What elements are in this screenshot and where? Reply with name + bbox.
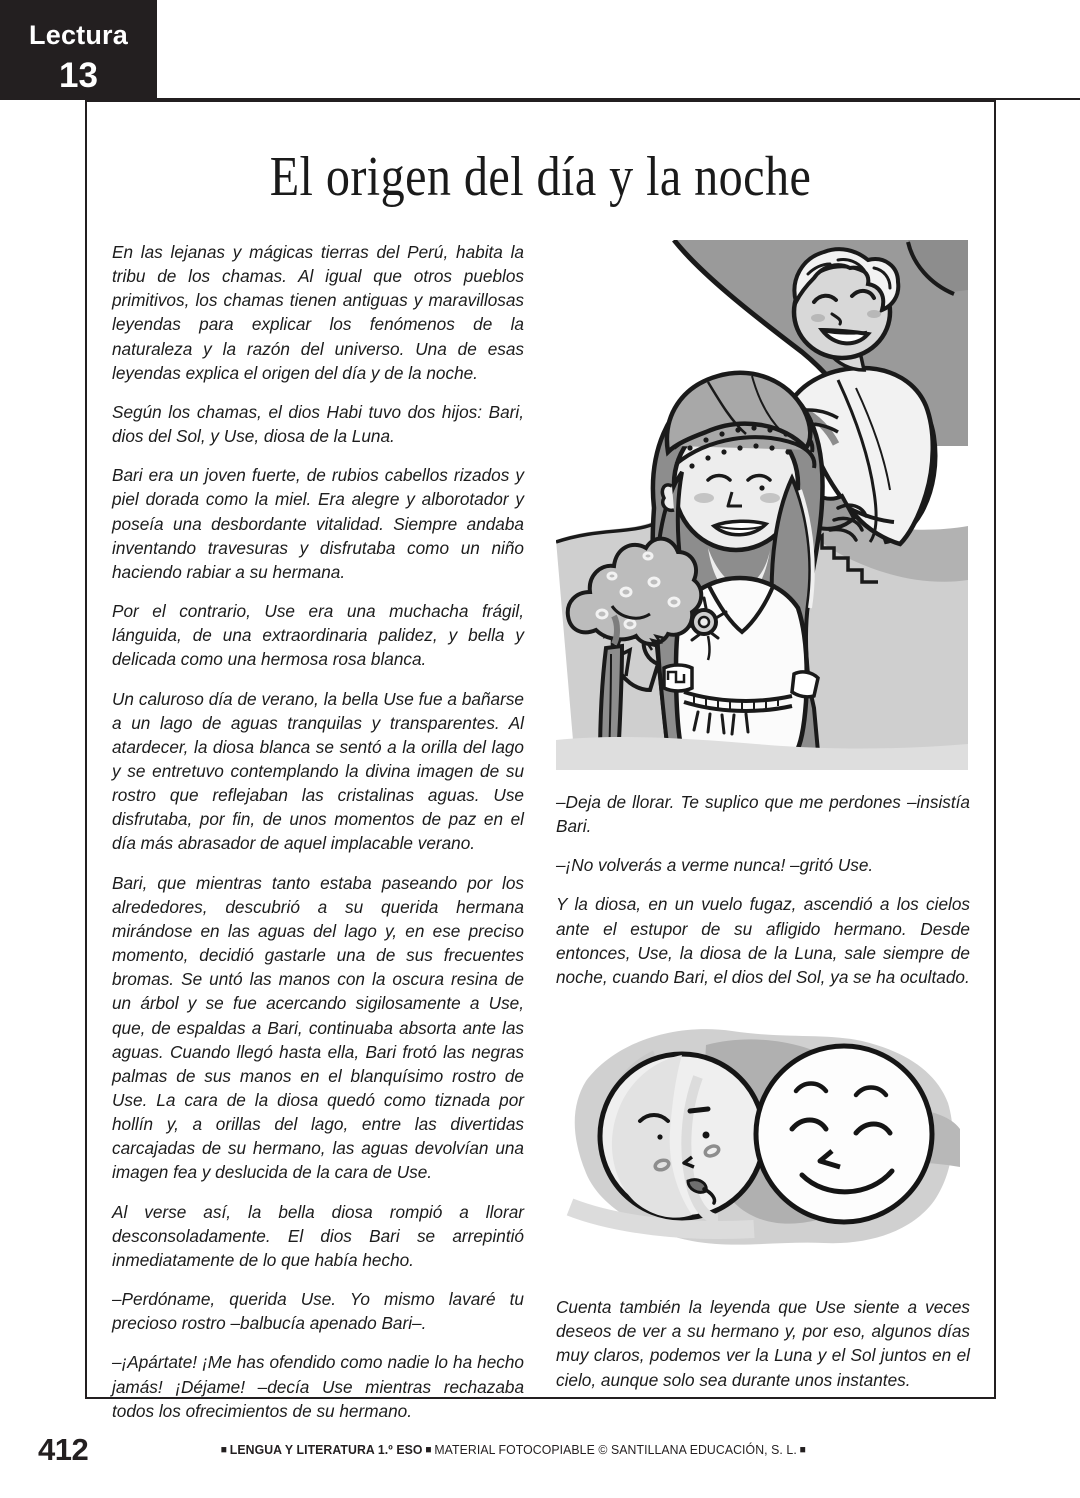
paragraph: Un caluroso día de verano, la bella Use fue a bañarse a un lago de aguas tranquilas y transparentes. Al atardecer, la diosa blanca se sentó a la orilla del lago y se entretuvo contemplando la divina imagen de su rostro que reflejaban las cristalinas aguas. Use disfrutaba, por fin, de unos momentos de paz en el día más abrasador de aquel implacable verano. bbox=[112, 688, 524, 854]
lecture-tab bbox=[0, 0, 157, 100]
paragraph: Bari, que mientras tanto estaba paseando por los alrededores, descubrió a su querida hermana mirándose en las aguas del lago y, en ese preciso momento, decidió gastarle una de sus frecuentes bromas. Se untó las manos con la oscura resina de un árbol y se fue acercando sigilosamente a Use, que, de espaldas a Bari, continuaba absorta ante las aguas. Cuando llegó hasta ella, Bari frotó las negras palmas de sus manos en el blanquísimo rostro de Use. La cara de la diosa quedó como tiznada por hollín y, a orillas del lago, entre las divertidas carcajadas de su hermano, las aguas devolvían una imagen fea y deslucida de la cara de Use. bbox=[112, 872, 524, 1183]
lecture-number: 13 bbox=[59, 56, 98, 95]
paragraph: Al verse así, la bella diosa rompió a llorar desconsoladamente. El dios Bari se arrepintió inmediatamente de lo que había hecho. bbox=[112, 1201, 524, 1270]
paragraph: Según los chamas, el dios Habi tuvo dos hijos: Bari, dios del Sol, y Use, diosa de la Luna. bbox=[112, 401, 524, 447]
right-column bbox=[542, 240, 994, 1423]
bullet-icon: ■ bbox=[220, 1444, 227, 1456]
paragraph: –¡Apártate! ¡Me has ofendido como nadie lo ha hecho jamás! ¡Déjame! –decía Use mientras rechazaba todos los ofrecimientos de su hermano. bbox=[112, 1352, 524, 1421]
illustration-caption: Cuenta también la leyenda que Use siente a veces deseos de ver a su hermano y, por eso, algunos días muy claros, podemos ver la Luna y el Sol juntos en el cielo, aunque solo sea durante unos instantes. bbox=[556, 1297, 970, 1390]
paragraph: Por el contrario, Use era una muchacha frágil, lánguida, de una extraordinaria palidez, y bella y delicada como una hermosa rosa blanca. bbox=[112, 601, 524, 670]
bullet-icon: ■ bbox=[799, 1444, 806, 1456]
page-number: 412 bbox=[38, 1432, 89, 1467]
paragraph: –¡No volverás a verme nunca! –gritó Use. bbox=[556, 855, 874, 876]
page-footer bbox=[0, 1432, 1080, 1482]
paragraph: Y la diosa, en un vuelo fugaz, ascendió a los cielos ante el estupor de su afligido hermano. Desde entonces, Use, la diosa de la Luna, sale siempre de noche, cuando Bari, el dios del Sol, ya se ha ocultado. bbox=[556, 894, 970, 987]
lecture-label: Lectura bbox=[29, 20, 128, 50]
page-title: El origen del día y la noche bbox=[269, 146, 812, 208]
footer-credit bbox=[218, 1442, 809, 1457]
bari-and-use-illustration bbox=[556, 240, 968, 770]
content-frame bbox=[85, 100, 996, 1421]
bullet-icon: ■ bbox=[425, 1444, 432, 1456]
paragraph: Bari era un joven fuerte, de rubios cabellos rizados y piel dorada como la miel. Era alegre y alborotador y poseía una desbordante vitalidad. Siempre andaba inventando travesuras y disfrutaba como un niño haciendo rabiar a su hermana. bbox=[112, 465, 524, 582]
credit-publisher: MATERIAL FOTOCOPIABLE © SANTILLANA EDUCACIÓN, S. L. bbox=[434, 1442, 797, 1457]
moon-and-sun-faces-illustration bbox=[556, 1011, 968, 1279]
two-column-layout bbox=[87, 240, 994, 1423]
credit-title: LENGUA Y LITERATURA 1.º ESO bbox=[229, 1442, 423, 1457]
paragraph: –Deja de llorar. Te suplico que me perdones –insistía Bari. bbox=[556, 792, 970, 837]
paragraph: –Perdóname, querida Use. Yo mismo lavaré tu precioso rostro –balbucía apenado Bari–. bbox=[112, 1289, 524, 1334]
paragraph: En las lejanas y mágicas tierras del Perú, habita la tribu de los chamas. Al igual que otros pueblos primitivos, los chamas tienen antiguas y maravillosas leyendas para explicar los fenómenos de la naturaleza y la razón del universo. Una de esas leyendas explica el origen del día y de la noche. bbox=[112, 242, 524, 383]
left-column bbox=[87, 240, 542, 1423]
